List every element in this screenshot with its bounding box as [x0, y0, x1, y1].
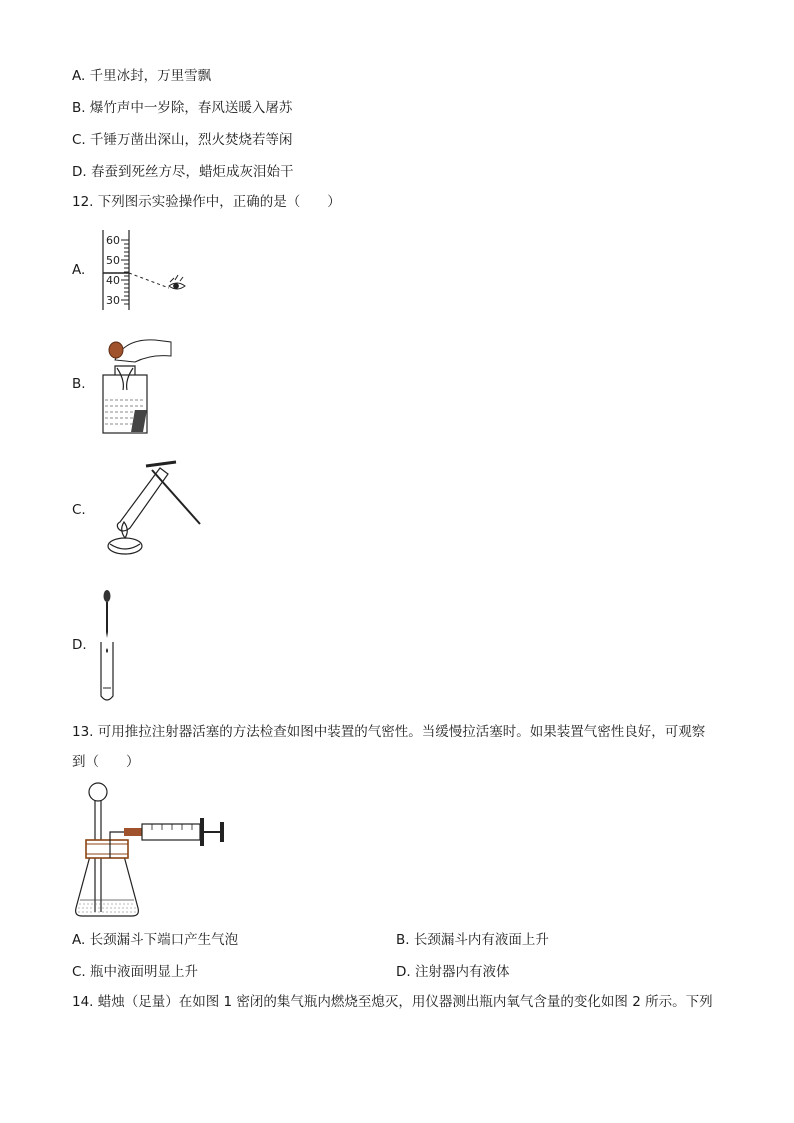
- airtightness-apparatus-figure: [72, 782, 232, 922]
- q12-label-d: D.: [72, 637, 87, 653]
- q12-label-c: C.: [72, 502, 86, 518]
- dropper-bulb: [104, 590, 111, 602]
- test-tube-heating-figure: [100, 460, 210, 560]
- sight-line: [129, 273, 169, 288]
- q12-label-a: A.: [72, 262, 86, 278]
- funnel-bulb: [89, 783, 107, 801]
- rubber-connector: [124, 828, 142, 836]
- bottle-stopper: [109, 342, 123, 358]
- q11-option-b: B. 爆竹声中一岁除，春风送暖入屠苏: [72, 100, 293, 116]
- cylinder-tick-50: 50: [106, 254, 120, 267]
- cylinder-tick-marks: [121, 240, 129, 304]
- q11-option-d: D. 春蚕到死丝方尽，蜡炬成灰泪始干: [72, 164, 294, 180]
- q13-option-a: A. 长颈漏斗下端口产生气泡: [72, 932, 239, 948]
- stopper-on-table: [131, 410, 147, 432]
- holder-clamp: [146, 462, 176, 466]
- q13-stem-line2: 到（ ）: [72, 754, 140, 770]
- syringe-barrel: [142, 824, 200, 840]
- q13-stem-line1: 13. 可用推拉注射器活塞的方法检查如图中装置的气密性。当缓慢拉活塞时。如果装置气密性良好，可观察: [72, 724, 706, 740]
- graduated-cylinder-figure: [95, 228, 195, 314]
- cylinder-tick-30: 30: [106, 294, 120, 307]
- q13-option-b: B. 长颈漏斗内有液面上升: [396, 932, 549, 948]
- droplet: [106, 648, 108, 653]
- syringe-graduations: [152, 824, 192, 830]
- rubber-stopper: [86, 840, 128, 858]
- q12-label-b: B.: [72, 376, 86, 392]
- q12-stem: 12. 下列图示实验操作中，正确的是（ ）: [72, 194, 341, 210]
- q11-option-a: A. 千里冰封，万里雪飘: [72, 68, 212, 84]
- test-tube: [117, 468, 168, 531]
- test-tube-holder: [152, 470, 200, 524]
- q14-stem: 14. 蜡烛（足量）在如图 1 密闭的集气瓶内燃烧至熄灭，用仪器测出瓶内氧气含量的变化如图 2 所示。下列: [72, 994, 713, 1010]
- dropper-figure: [95, 588, 135, 706]
- plunger-handle: [220, 822, 224, 842]
- q13-option-c: C. 瓶中液面明显上升: [72, 964, 199, 980]
- syringe-flange: [200, 818, 204, 846]
- q13-option-d: D. 注射器内有液体: [396, 964, 510, 980]
- flask-liquid: [78, 904, 136, 912]
- reagent-bottle-figure: [95, 330, 185, 438]
- q11-option-c: C. 千锤万凿出深山，烈火焚烧若等闲: [72, 132, 293, 148]
- cylinder-tick-40: 40: [106, 274, 120, 287]
- cylinder-tick-60: 60: [106, 234, 120, 247]
- funnel-inner: [117, 368, 133, 390]
- eye-icon: [169, 275, 185, 289]
